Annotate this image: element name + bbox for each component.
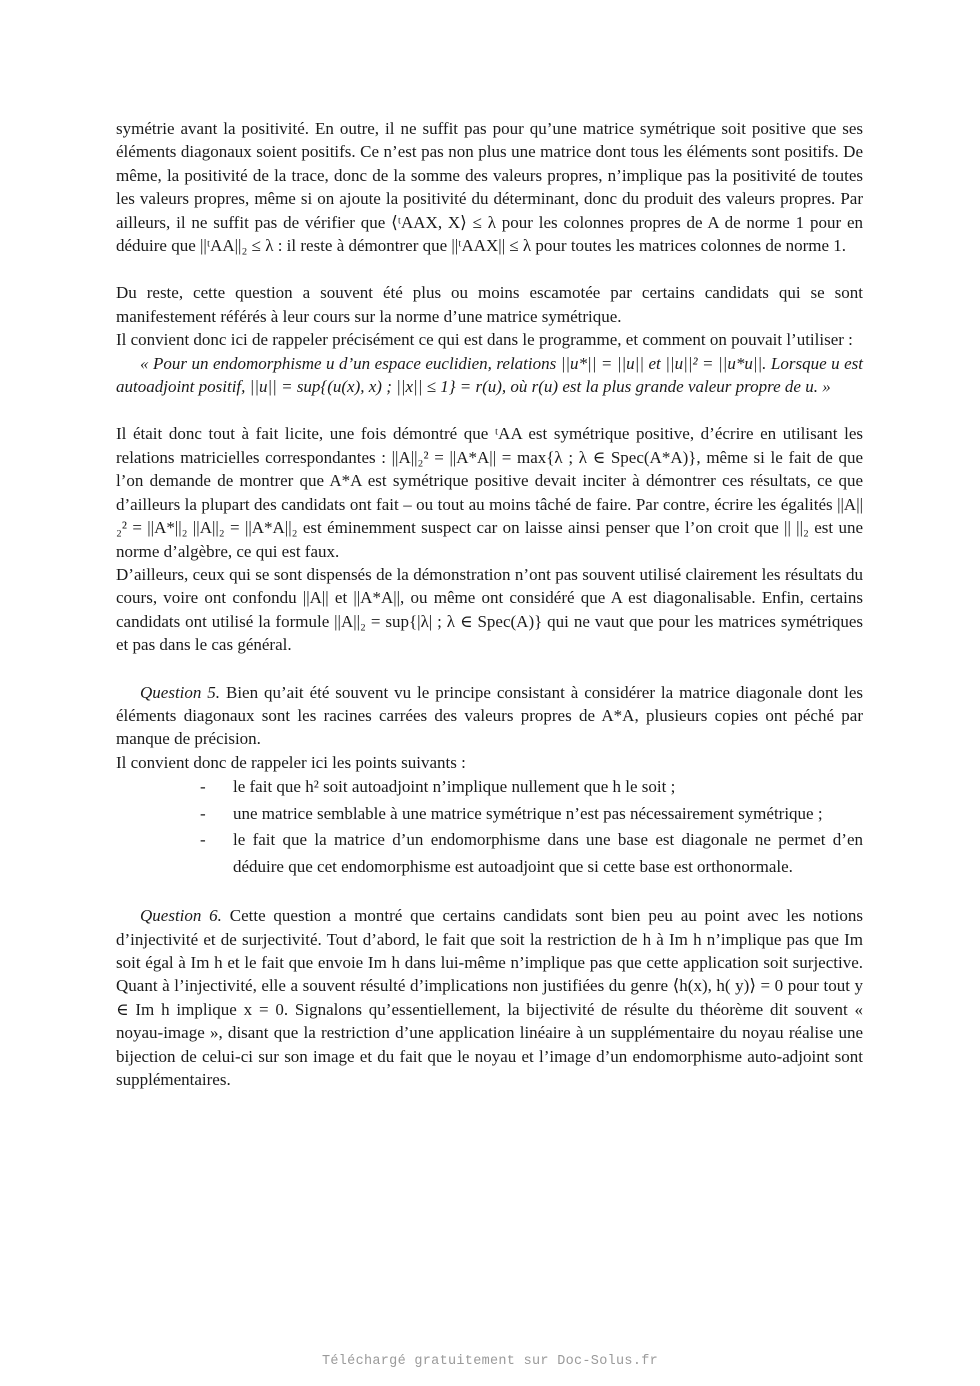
- question-6-text: Cette question a montré que certains candidats sont bien peu au point avec les notions d’injectivité et de surjectivité. Tout d’abord, le fait que soit la restriction de h à Im h n’implique pas que Im soit égal à Im h et le fait que envoie Im h dans lui-même n’implique pas que cette application soit surjective. Quant à l’injectivité, elle a souvent résulté d’implications non justifiées du genre ⟨h(x), h( y)⟩ = 0 pour tout y ∈ Im h implique x = 0. Signalons qu’essentiellement, la bijectivité de résulte du théorème dit souvent « noyau-image », disant que la restriction d’une application linéaire à un supplémentaire du noyau réalise une bijection de celui-ci sur son image et du fait que le noyau et l’image d’un endomorphisme auto-adjoint sont supplémentaires.: [116, 906, 863, 1089]
- list-item-text: le fait que h² soit autoadjoint n’implique nullement que h le soit ;: [233, 777, 676, 797]
- bullet-dash: -: [200, 803, 206, 823]
- bullet-dash: -: [200, 777, 206, 797]
- question-5-paragraph: [116, 681, 863, 751]
- paragraph-rappeler: Il convient donc de rappeler ici les points suivants :: [116, 752, 466, 772]
- paragraph-dispenses: D’ailleurs, ceux qui se sont dispensés de la démonstration n’ont pas souvent utilisé clairement les résultats du cours, voire ont confondu ||A|| et ||A*A||, ou même ont considéré que A est diagonalisable. Enfin, certains candidats ont utilisé la formule ||A||₂ = sup{|λ| ; λ ∈ Spec(A)} qui ne vaut que pour les matrices symétriques et pas dans le cas général.: [116, 564, 863, 655]
- list-item: [176, 774, 863, 801]
- paragraph-licite: Il était donc tout à fait licite, une fois démontré que ᵗAA est symétrique positive, d’écrire en utilisant les relations matricielles correspondantes : ||A||₂² = ||A*A|| = max{λ ; λ ∈ Spec(A*A)}, même si le fait de que l’on demande de montrer que A*A est symétrique positive devait inciter à démontrer ces résultats, ce que d’ailleurs la plupart des candidats ont fait – ou tout au moins tâché de faire. Par contre, écrire les égalités ||A||₂² = ||A*||₂ ||A||₂ = ||A*A||₂ est éminemment suspect car on laisse ainsi penser que l’on croit que || ||₂ est une norme d’algèbre, ce qui est faux.: [116, 424, 863, 561]
- programme-quote: « Pour un endomorphisme u d’un espace euclidien, relations ||u*|| = ||u|| et ||u||² = ||u*u||. Lorsque u est autoadjoint positif, ||u|| = sup{(u(x), x) ; ||x|| ≤ 1} = r(u), où r(u) est la plus grande valeur propre de u. »: [116, 353, 863, 397]
- paragraph-programme: Il convient donc ici de rappeler précisément ce qui est dans le programme, et comment on pouvait l’utiliser :: [116, 330, 853, 350]
- list-item: [176, 801, 863, 828]
- question-5-label: Question 5.: [140, 682, 221, 702]
- question-5-text: Bien qu’ait été souvent vu le principe consistant à considérer la matrice diagonale dont les éléments diagonaux sont les racines carrées des valeurs propres de A*A, plusieurs copies ont péché par manque de précision.: [116, 682, 864, 749]
- question-6-paragraph: [116, 904, 863, 1091]
- paragraph-positivity: symétrie avant la positivité. En outre, il ne suffit pas pour qu’une matrice symétrique soit positive que ses éléments diagonaux soient positifs. Ce n’est pas non plus une matrice dont tous les éléments sont positifs. De même, la positivité de la trace, donc de la somme des valeurs propres, n’implique pas la positivité de toutes les valeurs propres, même si on ajoute la positivité du déterminant, donc du produit des valeurs propres. Par ailleurs, il ne suffit pas de vérifier que ⟨ᵗAAX, X⟩ ≤ λ pour les colonnes propres de A de norme 1 pour en déduire que ||ᵗAA||₂ ≤ λ : il reste à démontrer que ||ᵗAAX|| ≤ λ pour toutes les matrices colonnes de norme 1.: [116, 119, 863, 256]
- report-body: [116, 117, 863, 1091]
- footer-watermark: Téléchargé gratuitement sur Doc-Solus.fr: [321, 1354, 659, 1369]
- question-6-label: Question 6.: [140, 906, 222, 926]
- paragraph-escamotee: Du reste, cette question a souvent été plus ou moins escamotée par certains candidats qui se sont manifestement référés à leur cours sur la norme d’une matrice symétrique.: [116, 283, 863, 326]
- list-item-text: le fait que la matrice d’un endomorphisme dans une base est diagonale ne permet d’en déduire que cet endomorphisme est autoadjoint que si cette base est orthonormale.: [233, 830, 863, 876]
- bullet-list: [116, 774, 863, 880]
- list-item-text: une matrice semblable à une matrice symétrique n’est pas nécessairement symétrique ;: [233, 803, 823, 823]
- bullet-dash: -: [200, 830, 206, 850]
- list-item: [176, 827, 863, 880]
